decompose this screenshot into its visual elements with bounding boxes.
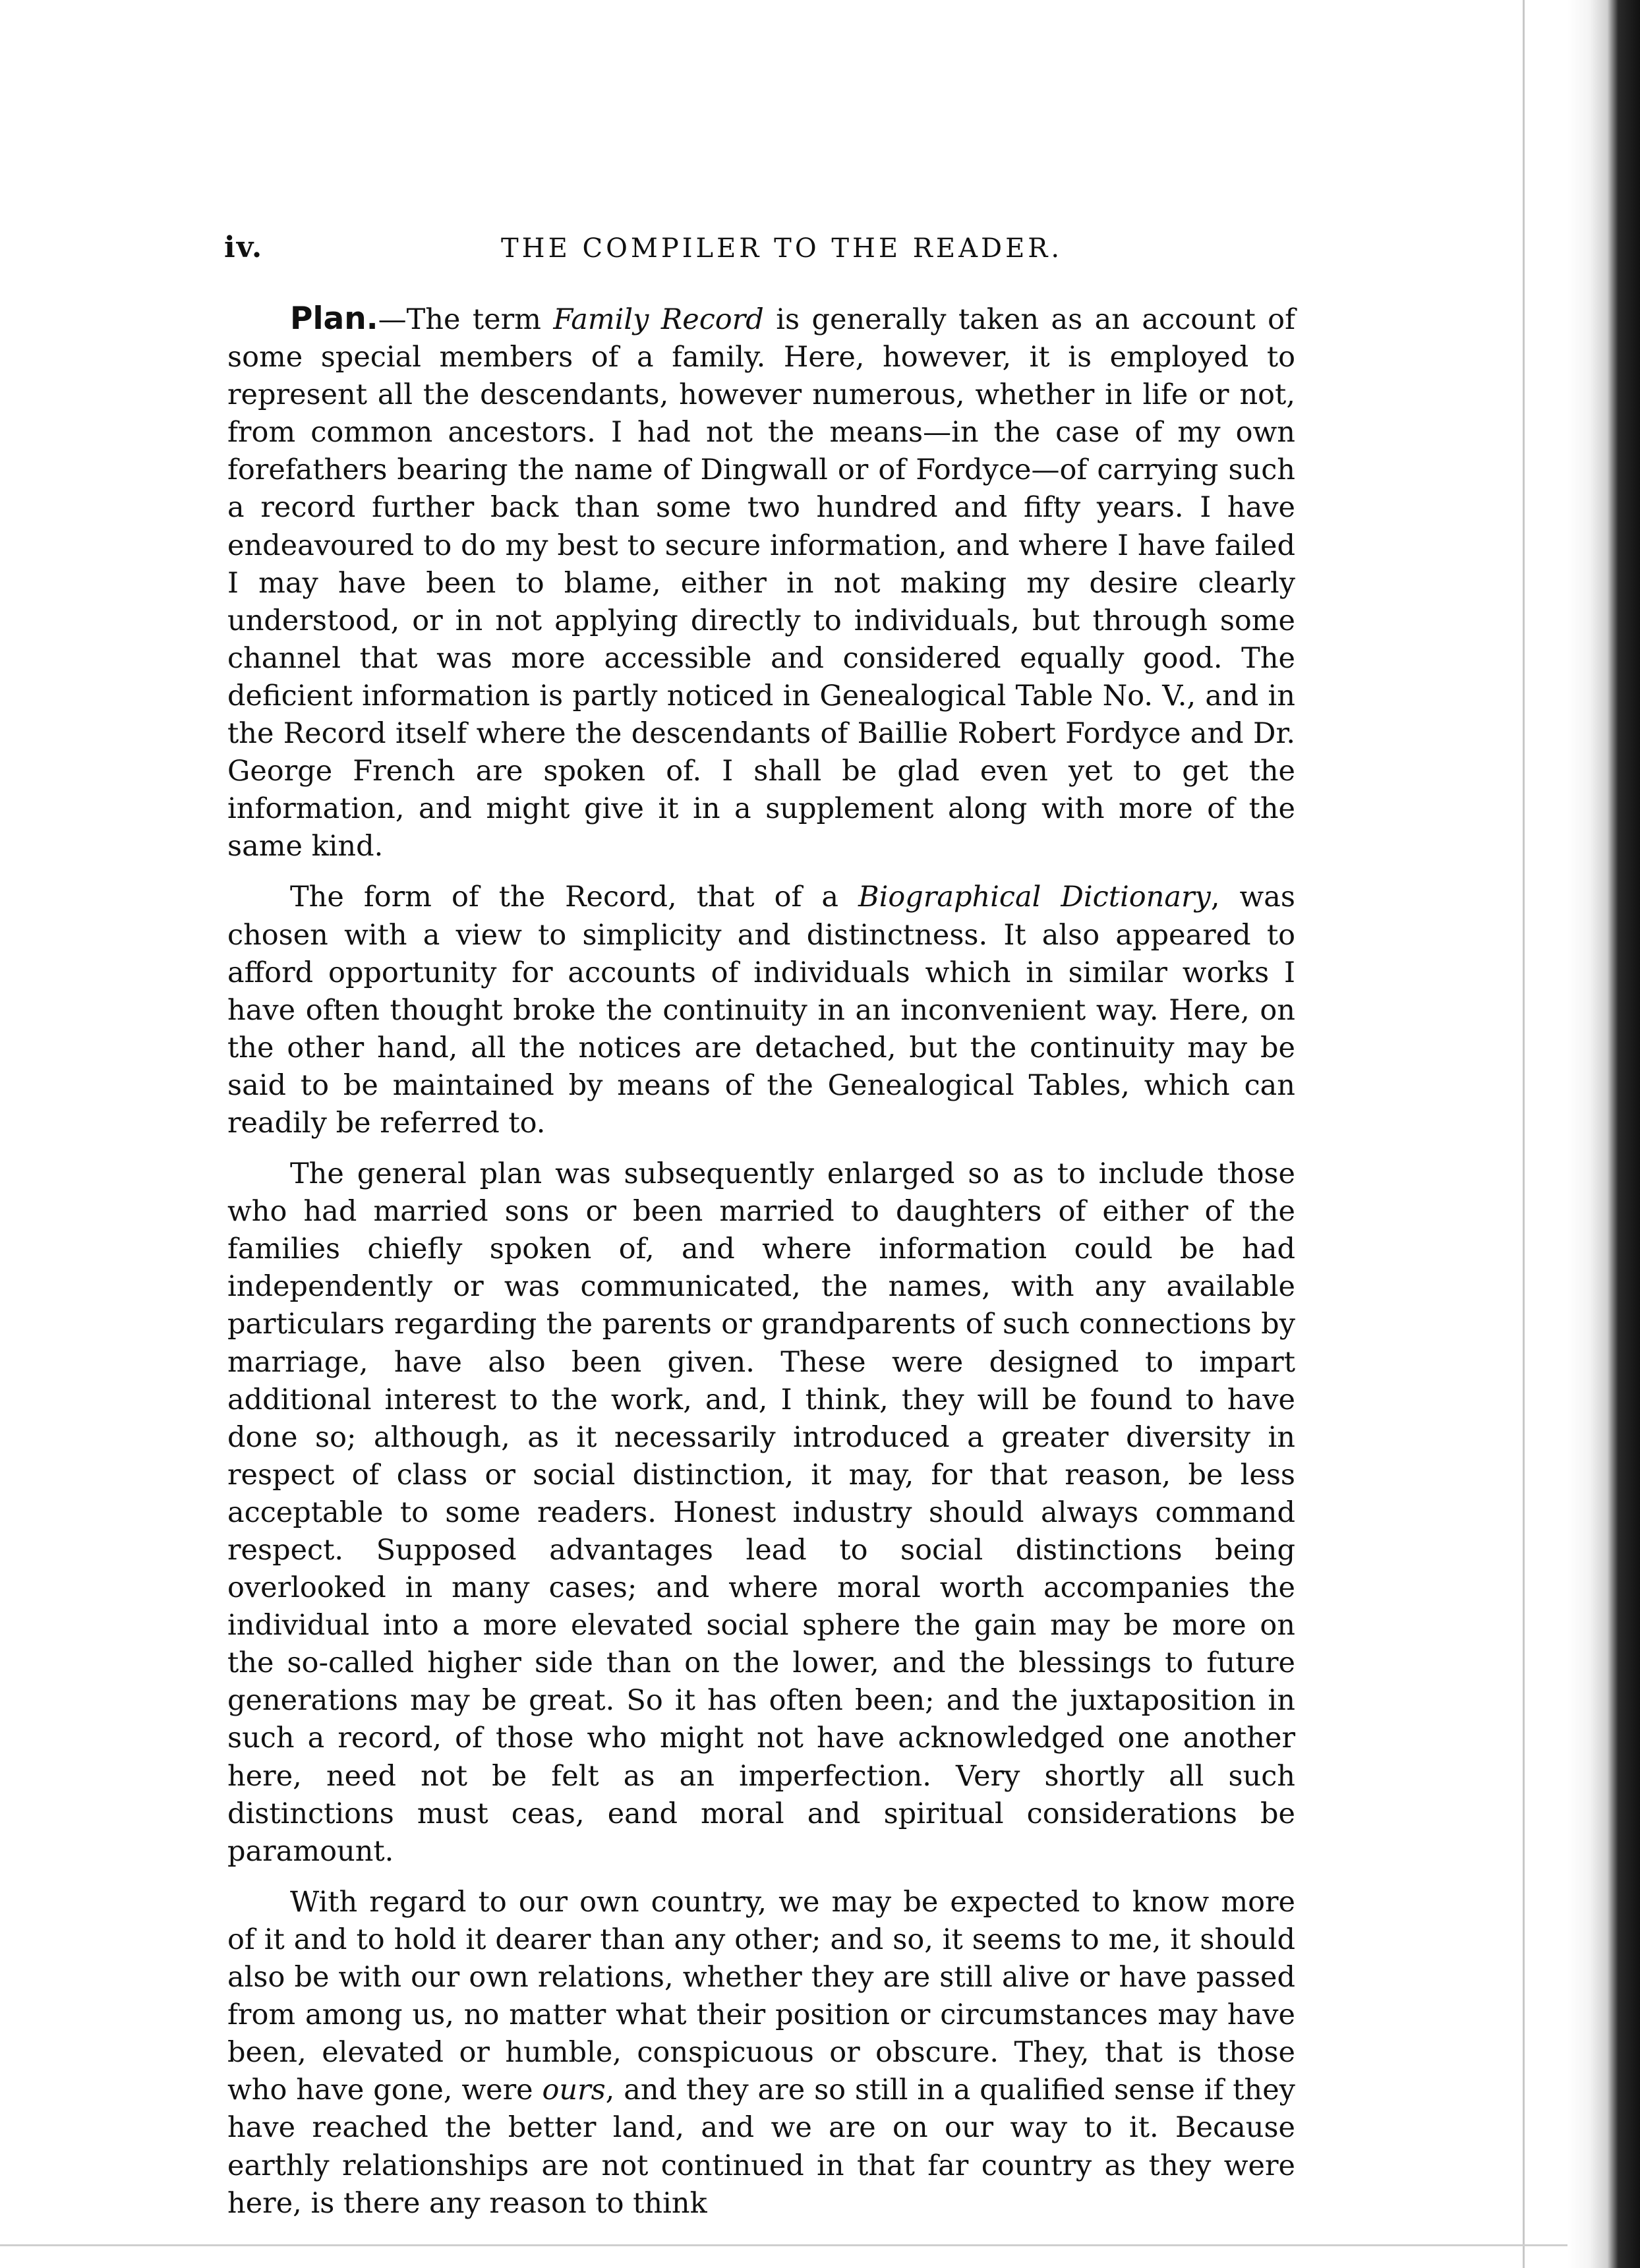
paragraph-text: With regard to our own country, we may be expected to know more of it and to hold it dearer than any other; and so, it seems to me, it should also be with our own relations, whether they are still alive or have passed from among us, no matter what their position or circumstances may have been, elevated or humble, conspicuous or obscure. They, that is those who have gone, were <box>227 1885 1295 2107</box>
binding-shadow-line <box>1523 0 1525 2268</box>
body-text <box>227 300 1295 2236</box>
paragraph-general-plan: The general plan was subsequently enlarged so as to include those who had married sons or been married to daughters of either of the families chiefly spoken of, and where information could be had independently or was communicated, the names, with any available particulars regarding the parents or grandparents of such connections by marriage, have also been given. These were designed to impart additional interest to the work, and, I think, they will be found to have done so; although, as it necessarily introduced a greater diversity in respect of class or social distinction, it may, for that reason, be less acceptable to some readers. Honest industry should always command respect. Supposed advantages lead to social distinctions being overlooked in many cases; and where moral worth accompanies the individual into a more elevated social sphere the gain may be more on the so-called higher side than on the lower, and the blessings to future generations may be great. So it has often been; and the juxtaposition in such a record, of those who might not have acknowledged one another here, need not be felt as an imperfection. Very shortly all such distinctions must ceas, eand moral and spiritual considerations be paramount. <box>227 1157 1295 1868</box>
book-binding-edge <box>1567 0 1640 2268</box>
paragraph-text: , and they are so still in a qualified sense if they have reached the better land, and we are on our way to it. Because earthly relationships are not continued in that far country as they were here, is there any reason to think <box>227 2074 1295 2220</box>
paragraph-text: , was chosen with a view to simplicity and distinctness. It also appeared to afford opportunity for accounts of individuals which in similar works I have often thought broke the continuity in an inconvenient way. Here, on the other hand, all the notices are detached, but the continuity may be said to be maintained by means of the Genealogical Tables, which can readily be referred to. <box>227 881 1295 1140</box>
page-header <box>224 231 1299 270</box>
bottom-page-edge <box>0 2244 1567 2246</box>
page-number: iv. <box>224 231 264 264</box>
paragraph-text: is generally taken as an account of some special members of a family. Here, however, it is employed to represent all the descendants, however numerous, whether in life or not, from common ancestors. I had not the means—in the case of my own forefathers bearing the name of Dingwall or of Fordyce—of carrying such a record further back than some two hundred and fifty years. I have endeavoured to do my best to secure information, and where I have failed I may have been to blame, either in not making my desire clearly understood, or in not applying directly to individuals, but through some channel that was more accessible and considered equally good. The deficient information is partly noticed in Genealogical Table No. V., and in the Record itself where the descendants of Baillie Robert Fordyce and Dr. George French are spoken of. I shall be glad even yet to get the information, and might give it in a supplement along with more of the same kind. <box>227 303 1295 863</box>
italic-term: ours <box>542 2074 606 2107</box>
paragraph-text: The form of the Record, that of a <box>290 881 858 914</box>
paragraph-plan <box>227 300 1295 865</box>
paragraph-own-country <box>227 1884 1295 2223</box>
paragraph-text: —The term <box>378 303 554 336</box>
paragraph-form <box>227 879 1295 1142</box>
paragraph-lead-word: Plan. <box>290 301 378 337</box>
italic-term: Family Record <box>553 303 764 336</box>
running-head: THE COMPILER TO THE READER. <box>501 233 1063 264</box>
italic-term: Biographical Dictionary <box>858 881 1211 914</box>
